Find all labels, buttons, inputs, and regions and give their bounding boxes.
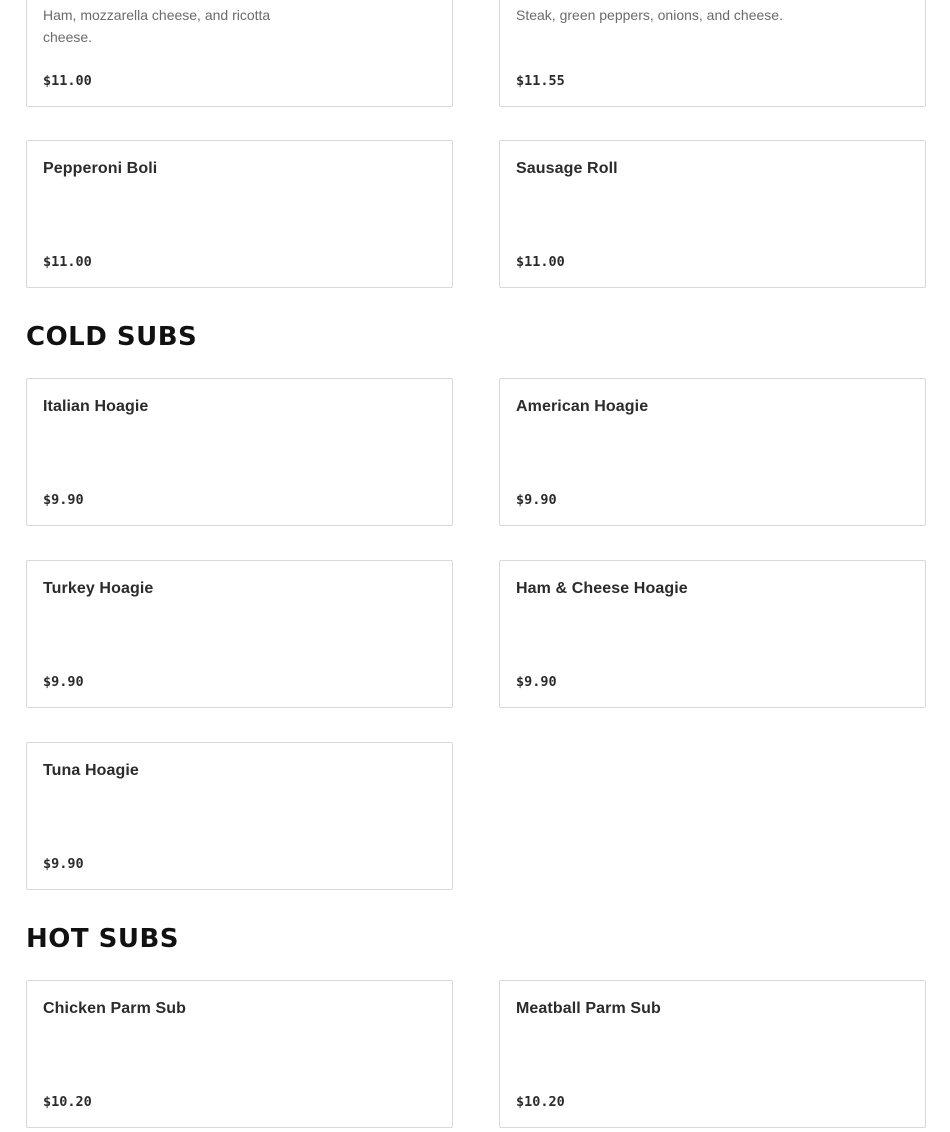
menu-item-name: Chicken Parm Sub <box>43 1000 186 1017</box>
menu-item-price: $9.90 <box>516 492 557 508</box>
menu-item-price: $9.90 <box>516 674 557 690</box>
menu-item-card[interactable] <box>26 378 453 526</box>
menu-item-name: Turkey Hoagie <box>43 580 154 597</box>
menu-item-card[interactable] <box>26 980 453 1128</box>
menu-item-card[interactable] <box>26 742 453 890</box>
menu-item-price: $9.90 <box>43 856 84 872</box>
section-title-hot-subs: HOT SUBS <box>26 924 180 954</box>
menu-item-card[interactable] <box>499 0 926 107</box>
menu-item-name: Meatball Parm Sub <box>516 1000 661 1017</box>
menu-item-price: $10.20 <box>516 1094 565 1110</box>
menu-item-price: $11.00 <box>43 254 92 270</box>
menu-item-price: $9.90 <box>43 492 84 508</box>
menu-item-card[interactable] <box>499 140 926 288</box>
menu-item-price: $11.00 <box>516 254 565 270</box>
menu-item-price: $10.20 <box>43 1094 92 1110</box>
menu-item-description: Steak, green peppers, onions, and cheese. <box>516 7 783 23</box>
menu-item-price: $11.55 <box>516 73 565 89</box>
menu-item-card[interactable] <box>26 140 453 288</box>
menu-item-name: American Hoagie <box>516 398 649 415</box>
menu-item-card[interactable] <box>26 560 453 708</box>
menu-item-name: Tuna Hoagie <box>43 762 139 779</box>
menu-item-name: Sausage Roll <box>516 160 618 177</box>
menu-item-price: $11.00 <box>43 73 92 89</box>
menu-item-card[interactable] <box>499 560 926 708</box>
menu-item-card[interactable] <box>499 980 926 1128</box>
menu-item-name: Italian Hoagie <box>43 398 149 415</box>
menu-item-description: Ham, mozzarella cheese, and ricotta cheese. <box>43 7 271 45</box>
menu-item-name: Ham & Cheese Hoagie <box>516 580 688 597</box>
menu-item-price: $9.90 <box>43 674 84 690</box>
menu-item-card[interactable] <box>26 0 453 107</box>
section-title-cold-subs: COLD SUBS <box>26 322 198 352</box>
menu-item-name: Pepperoni Boli <box>43 160 158 177</box>
menu-item-card[interactable] <box>499 378 926 526</box>
